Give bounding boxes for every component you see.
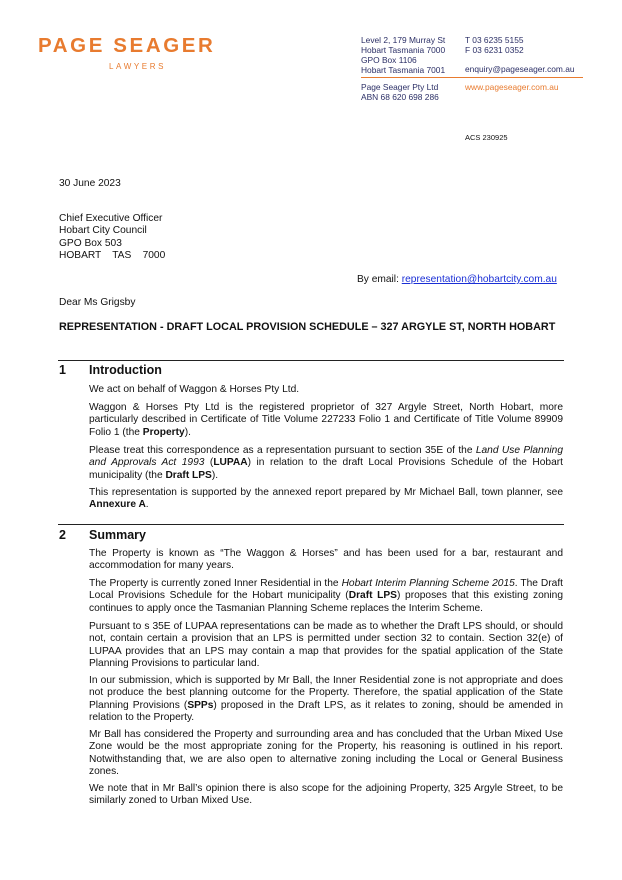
defined-term: Draft LPS [165,469,212,481]
summary-paragraph-5: Mr Ball has considered the Property and surrounding area and has concluded that the Urban Mixed Use Zone would be the most appropriate zoning for the Property, his reasoning is outlined in his report. Notwithstanding that, we are also open to alternative zoning including the Local or General Business zones. [89,729,563,778]
text: ) proposed in the Draft LPS, as it relates to zoning, should be amended in relation to the Property. [89,699,564,724]
recipient-line: HOBART TAS 7000 [59,250,166,262]
summary-paragraph-4 [89,675,563,725]
firm-email[interactable]: enquiry@pageseager.com.au [465,64,575,74]
delivery-method [357,274,557,286]
firm-website[interactable]: www.pageseager.com.au [465,82,559,92]
company-details [361,82,439,102]
letterhead-divider [361,77,583,78]
text: ) proposes that this existing zoning continues to apply once the Tasmanian Planning Scheme replaces the Interim Scheme. [89,590,563,614]
text: ). [211,469,219,481]
scheme-name: Hobart Interim Planning Scheme 2015 [341,578,515,589]
intro-paragraph-4 [89,487,563,512]
address-line: Level 2, 179 Murray St [361,35,446,45]
reference-number: ACS 230925 [465,133,508,142]
council-email-link[interactable]: representation@hobartcity.com.au [401,274,557,285]
company-name: Page Seager Pty Ltd [361,82,439,92]
section-heading-summary: Summary [89,528,146,542]
intro-paragraph-2 [89,402,563,439]
summary-paragraph-6: We note that in Mr Ball’s opinion there is also scope for the adjoining Property, 325 Argyle Street, to be similarly zoned to Urban Mixed Use. [89,783,563,807]
firm-logo-tagline: LAWYERS [109,62,167,71]
section-number: 2 [59,528,66,542]
recipient-line: Chief Executive Officer [59,213,163,224]
text: ( [204,457,214,469]
recipient-line: GPO Box 503 [59,237,122,249]
letter-date: 30 June 2023 [59,178,121,189]
recipient-address [59,213,165,263]
text: . The Draft Local Provisions Schedule for the Hobart municipality ( [89,578,563,602]
text: Please treat this correspondence as a representation pursuant to section 35E of the [89,445,476,456]
phone-number: T 03 6235 5155 [465,35,524,45]
company-abn: ABN 68 620 698 286 [361,92,439,102]
intro-paragraph-1: We act on behalf of Waggon & Horses Pty Ltd. [89,384,300,395]
section-divider [58,524,564,525]
office-address [361,35,445,75]
phone-block [465,35,524,55]
fax-number: F 03 6231 0352 [465,45,524,55]
text: ). [184,426,191,438]
annexure-reference: Annexure A [89,499,146,511]
section-number: 1 [59,363,66,377]
defined-term: SPPs [187,699,214,711]
intro-paragraph-3 [89,445,563,482]
recipient-line: Hobart City Council [59,225,147,237]
address-line: Hobart Tasmania 7000 [361,45,446,55]
summary-paragraph-1: The Property is known as “The Waggon & Horses” and has been used for a bar, restaurant and accommodation for many years. [89,548,563,572]
text: Waggon & Horses Pty Ltd is the registered proprietor of 327 Argyle Street, North Hobart, more particularly described in Certificate of Title Volume 227233 Folio 1 and Certificate of Title Volume 89909 Folio 1 (the [89,402,563,438]
text: In our submission, which is supported by Mr Ball, the Inner Residential zone is not appropriate and does not produce the best planning outcome for the Property. Therefore, the spatial application of the State Planning Provisions ( [89,675,563,711]
section-heading-introduction: Introduction [89,363,162,377]
act-name: Land Use Planning and Approvals Act 1993 [89,445,563,469]
text: ) in relation to the draft Local Provisions Schedule of the Hobart municipality (the [89,457,563,481]
firm-logo: PAGE SEAGER [38,34,216,57]
letter-title: REPRESENTATION - DRAFT LOCAL PROVISION SCHEDULE – 327 ARGYLE ST, NORTH HOBART [59,321,556,333]
salutation: Dear Ms Grigsby [59,297,136,308]
address-line: Hobart Tasmania 7001 [361,65,446,75]
address-line: GPO Box 1106 [361,55,417,65]
defined-term: Property [142,426,185,438]
summary-paragraph-2 [89,578,563,615]
defined-term: LUPAA [213,457,248,469]
defined-term: Draft LPS [348,590,397,602]
text: This representation is supported by the annexed report prepared by Mr Michael Ball, town planner, see [89,487,563,498]
summary-paragraph-3: Pursuant to s 35E of LUPAA representations can be made as to whether the Draft LPS should, or should not, contain certain a provision that an LPS is permitted under section 32 to contain. Section 32(e) of LUPAA provides that an LPS may contain a map that provides for the spatial application of the State Planning Provisions to particular land. [89,621,563,670]
text: The Property is currently zoned Inner Residential in the [89,578,342,589]
text: . [145,499,149,511]
section-divider [58,360,564,361]
delivery-prefix: By email: [357,274,402,285]
